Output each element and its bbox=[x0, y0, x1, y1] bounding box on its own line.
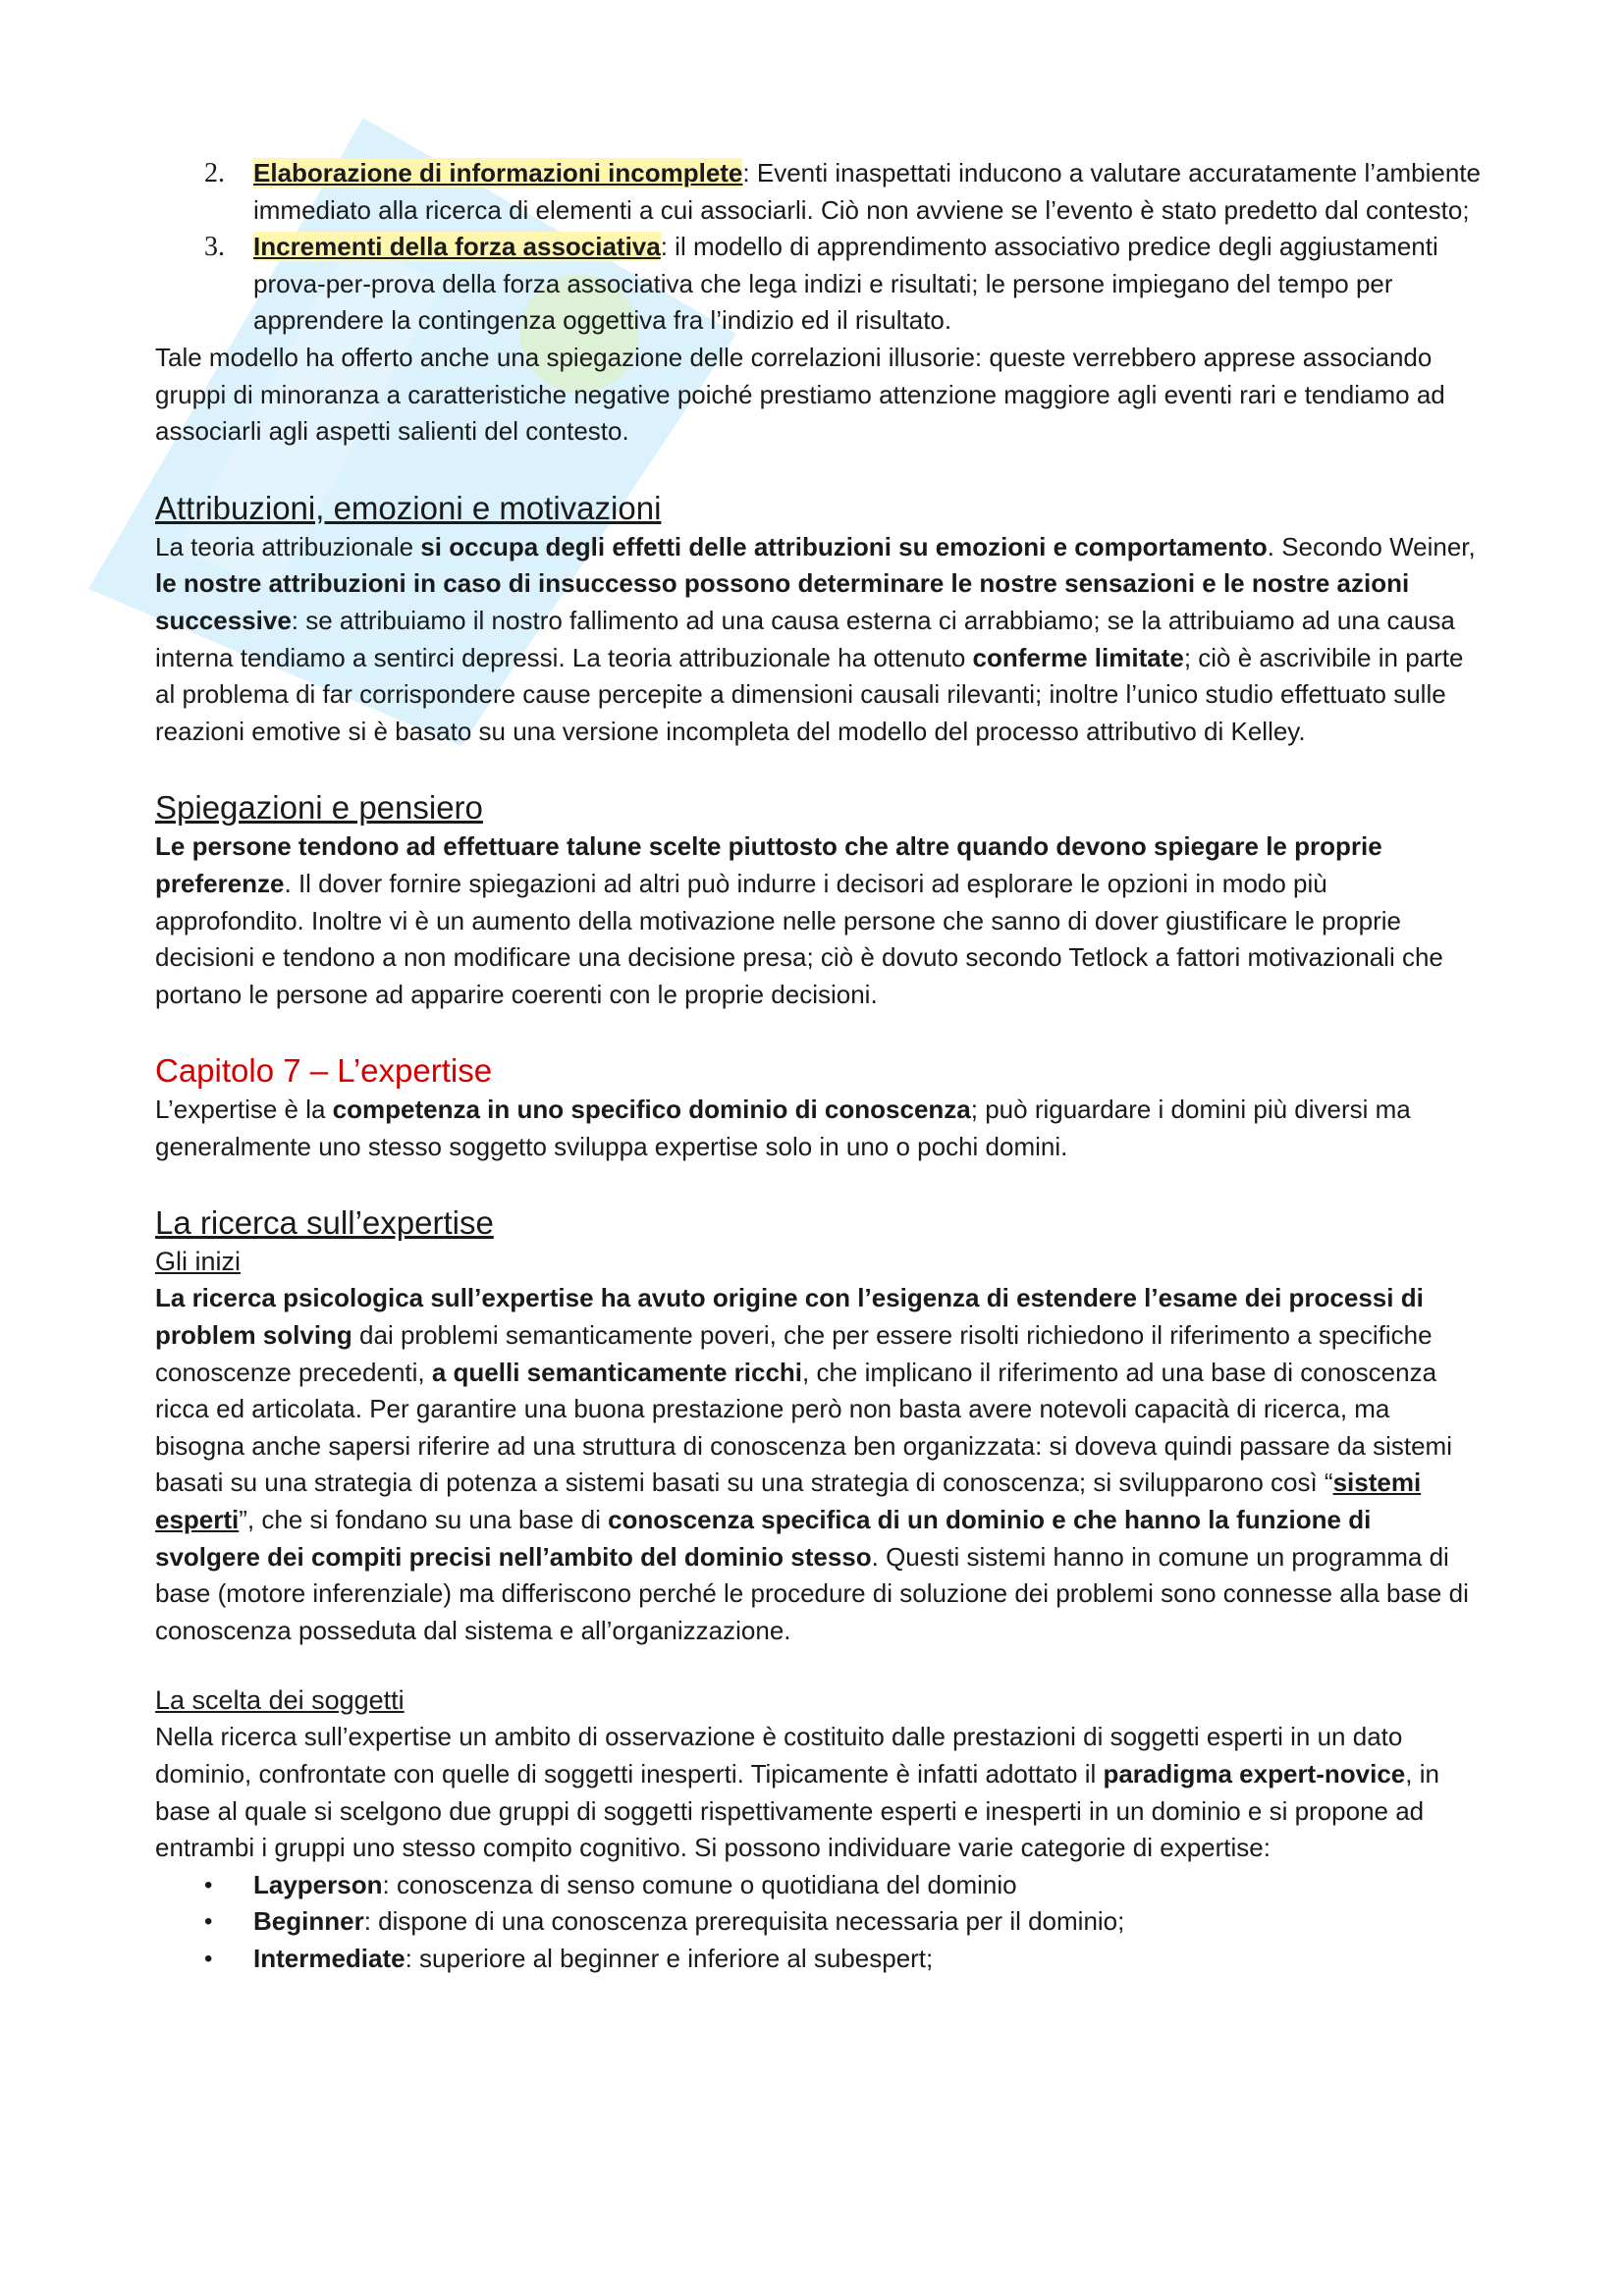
item-title: Incrementi della forza associativa bbox=[253, 232, 661, 262]
bullet-icon: • bbox=[204, 1908, 213, 1936]
list-number: 3. bbox=[204, 232, 225, 263]
item-text: : Eventi inaspettati inducono a valutare accuratamente l’ambiente immediato alla ricerca di elementi a cui associarli. Ciò non avviene se l’evento è stato predetto dal contesto; bbox=[253, 158, 1481, 225]
heading-ricerca-expertise: La ricerca sull’expertise bbox=[155, 1204, 494, 1242]
chapter-title: Capitolo 7 – L’expertise bbox=[155, 1052, 493, 1090]
bullet-icon: • bbox=[204, 1945, 213, 1972]
list-number: 2. bbox=[204, 158, 225, 188]
paragraph-scelta-soggetti: Nella ricerca sull’expertise un ambito di osservazione è costituito dalle prestazioni di soggetti esperti in un dato dominio, confrontate con quelle di soggetti inesperti. Tipicamente è infatti adottato il paradigma expert-novice, in base al quale si scelgono due gruppi di soggetti rispettivamente esperti e inesperti in un dominio e si propone ad entrambi i gruppi uno stesso compito cognitivo. Si possono individuare varie categorie di expertise: bbox=[155, 1722, 1439, 1863]
bullet-item-layperson: • Layperson: conoscenza di senso comune o quotidiana del dominio bbox=[155, 1867, 1481, 1904]
bullet-icon: • bbox=[204, 1871, 213, 1898]
bullet-item-beginner: • Beginner: dispone di una conoscenza prerequisita necessaria per il dominio; bbox=[155, 1903, 1481, 1941]
item-text: : il modello di apprendimento associativo predice degli aggiustamenti prova-per-prova della forza associativa che lega indizi e risultati; le persone impiegano del tempo per apprendere la contingenza oggettiva fra l’indizio ed il risultato. bbox=[253, 232, 1438, 336]
subheading-gli-inizi: Gli inizi bbox=[155, 1247, 242, 1277]
document-page bbox=[155, 155, 1481, 1978]
item-title: Elaborazione di informazioni incomplete bbox=[253, 158, 743, 187]
list-item-2 bbox=[155, 155, 1481, 229]
paragraph-illusory-correlations: Tale modello ha offerto anche una spiegazione delle correlazioni illusorie: queste verrebbero apprese associando gruppi di minoranza a caratteristiche negative poiché prestiamo attenzione maggiore agli eventi rari e tendiamo ad associarli agli aspetti salienti del contesto. bbox=[155, 342, 1445, 447]
list-item-3 bbox=[155, 229, 1481, 340]
heading-attribuzioni: Attribuzioni, emozioni e motivazioni bbox=[155, 489, 662, 526]
paragraph-gli-inizi: La ricerca psicologica sull’expertise ha avuto origine con l’esigenza di estendere l’esame dei processi di problem solving dai problemi semanticamente poveri, che per essere risolti richiedono il riferimento a specifiche conoscenze precedenti, a quelli semanticamente ricchi, che implicano il riferimento ad una base di conoscenza ricca ed articolata. Per garantire una buona prestazione però non basta avere notevoli capacità di ricerca, ma bisogna anche sapersi riferire ad una struttura di conoscenza ben organizzata: si doveva quindi passare da sistemi basati su una strategia di potenza a sistemi basati su una strategia di conoscenza; si svilupparono così “sistemi esperti”, che si fondano su una base di conoscenza specifica di un dominio e che hanno la funzione di svolgere dei compiti precisi nell’ambito del dominio stesso. Questi sistemi hanno in comune un programma di base (motore inferenziale) ma differiscono perché le procedure di soluzione dei problemi sono connesse alla base di conoscenza posseduta dal sistema e all’organizzazione. bbox=[155, 1283, 1469, 1645]
bullet-item-intermediate: • Intermediate: superiore al beginner e inferiore al subespert; bbox=[155, 1941, 1481, 1978]
paragraph-expertise-definition: L’expertise è la competenza in uno specifico dominio di conoscenza; può riguardare i domini più diversi ma generalmente uno stesso soggetto sviluppa expertise solo in uno o pochi domini. bbox=[155, 1095, 1411, 1161]
paragraph-spiegazioni: Le persone tendono ad effettuare talune scelte piuttosto che altre quando devono spiegare le proprie preferenze. Il dover fornire spiegazioni ad altri può indurre i decisori ad esplorare le opzioni in modo più approfondito. Inoltre vi è un aumento della motivazione nelle persone che sanno di dover giustificare le proprie decisioni e tendono a non modificare una decisione presa; ciò è dovuto secondo Tetlock a fattori motivazionali che portano le persone ad apparire coerenti con le proprie decisioni. bbox=[155, 831, 1443, 1009]
heading-spiegazioni: Spiegazioni e pensiero bbox=[155, 789, 483, 827]
subheading-scelta-soggetti: La scelta dei soggetti bbox=[155, 1685, 405, 1716]
paragraph-attribuzioni: La teoria attribuzionale si occupa degli effetti delle attribuzioni su emozioni e comportamento. Secondo Weiner, le nostre attribuzioni in caso di insuccesso possono determinare le nostre sensazioni e le nostre azioni successive: se attribuiamo il nostro fallimento ad una causa esterna ci arrabbiamo; se la attribuiamo ad una causa interna tendiamo a sentirci depressi. La teoria attribuzionale ha ottenuto conferme limitate; ciò è ascrivibile in parte al problema di far corrispondere cause percepite a dimensioni causali rilevanti; inoltre l’unico studio effettuato sulle reazioni emotive si è basato su una versione incompleta del modello del processo attributivo di Kelley. bbox=[155, 531, 1476, 746]
